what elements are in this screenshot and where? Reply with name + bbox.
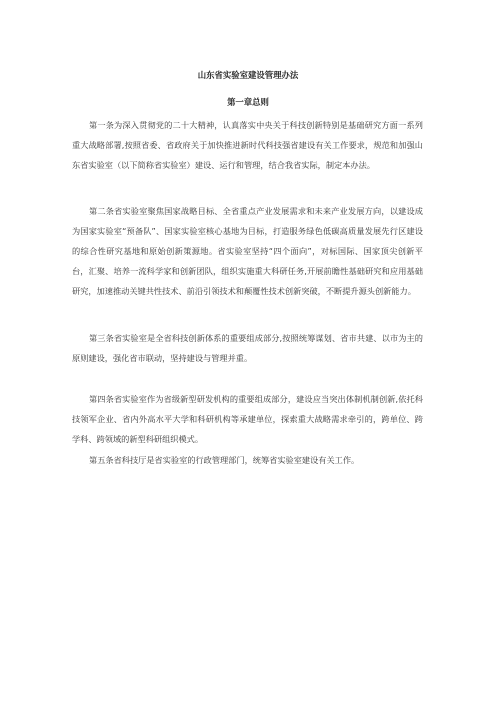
article-2-paragraph: 第二条省实验室聚焦国家战略目标、全省重点产业发展需求和未来产业发展方向，以建设成为国家实验室“预备队”、国家实验室核心基地为目标，打造服务绿色低碳高质量发展先行区建设的综合性研究基地和原始创新策源地。省实验室坚持“四个面向”，对标国际、国家顶尖创新平台，汇聚、培养一流科学家和创新团队，组织实施重大科研任务,开展前瞻性基础研究和应用基础研究，加速推动关键共性技术、前沿引领技术和颠覆性技术创新突破，不断提升源头创新能力。: [72, 206, 423, 296]
document-title: 山东省实验室建设管理办法: [197, 70, 299, 80]
article-1-paragraph: 第一条为深入贯彻党的二十大精神，认真落实中央关于科技创新特别是基础研究方面一系列重大战略部署,按照省委、省政府关于加快推进新时代科技强省建设有关工作要求，规范和加强山东省实验室（以下简称省实验室）建设、运行和管理，结合我省实际，制定本办法。: [72, 120, 423, 170]
chapter-heading: 第一章总则: [227, 97, 269, 107]
article-3-paragraph: 第三条省实验室是全省科技创新体系的重要组成部分,按照统筹谋划、省市共建、以市为主的原则建设，强化省市联动，坚持建设与管理并重。: [72, 333, 423, 363]
article-4-paragraph: 第四条省实验室作为省级新型研发机构的重要组成部分，建设应当突出体制机制创新,依托科技领军企业、省内外高水平大学和科研机构等承建单位，探索重大战略需求牵引的，跨单位、跨学科、跨领域的新型科研组织模式。: [72, 394, 423, 444]
article-5-paragraph: 第五条省科技厅是省实验室的行政管理部门，统筹省实验室建设有关工作。: [89, 455, 360, 465]
